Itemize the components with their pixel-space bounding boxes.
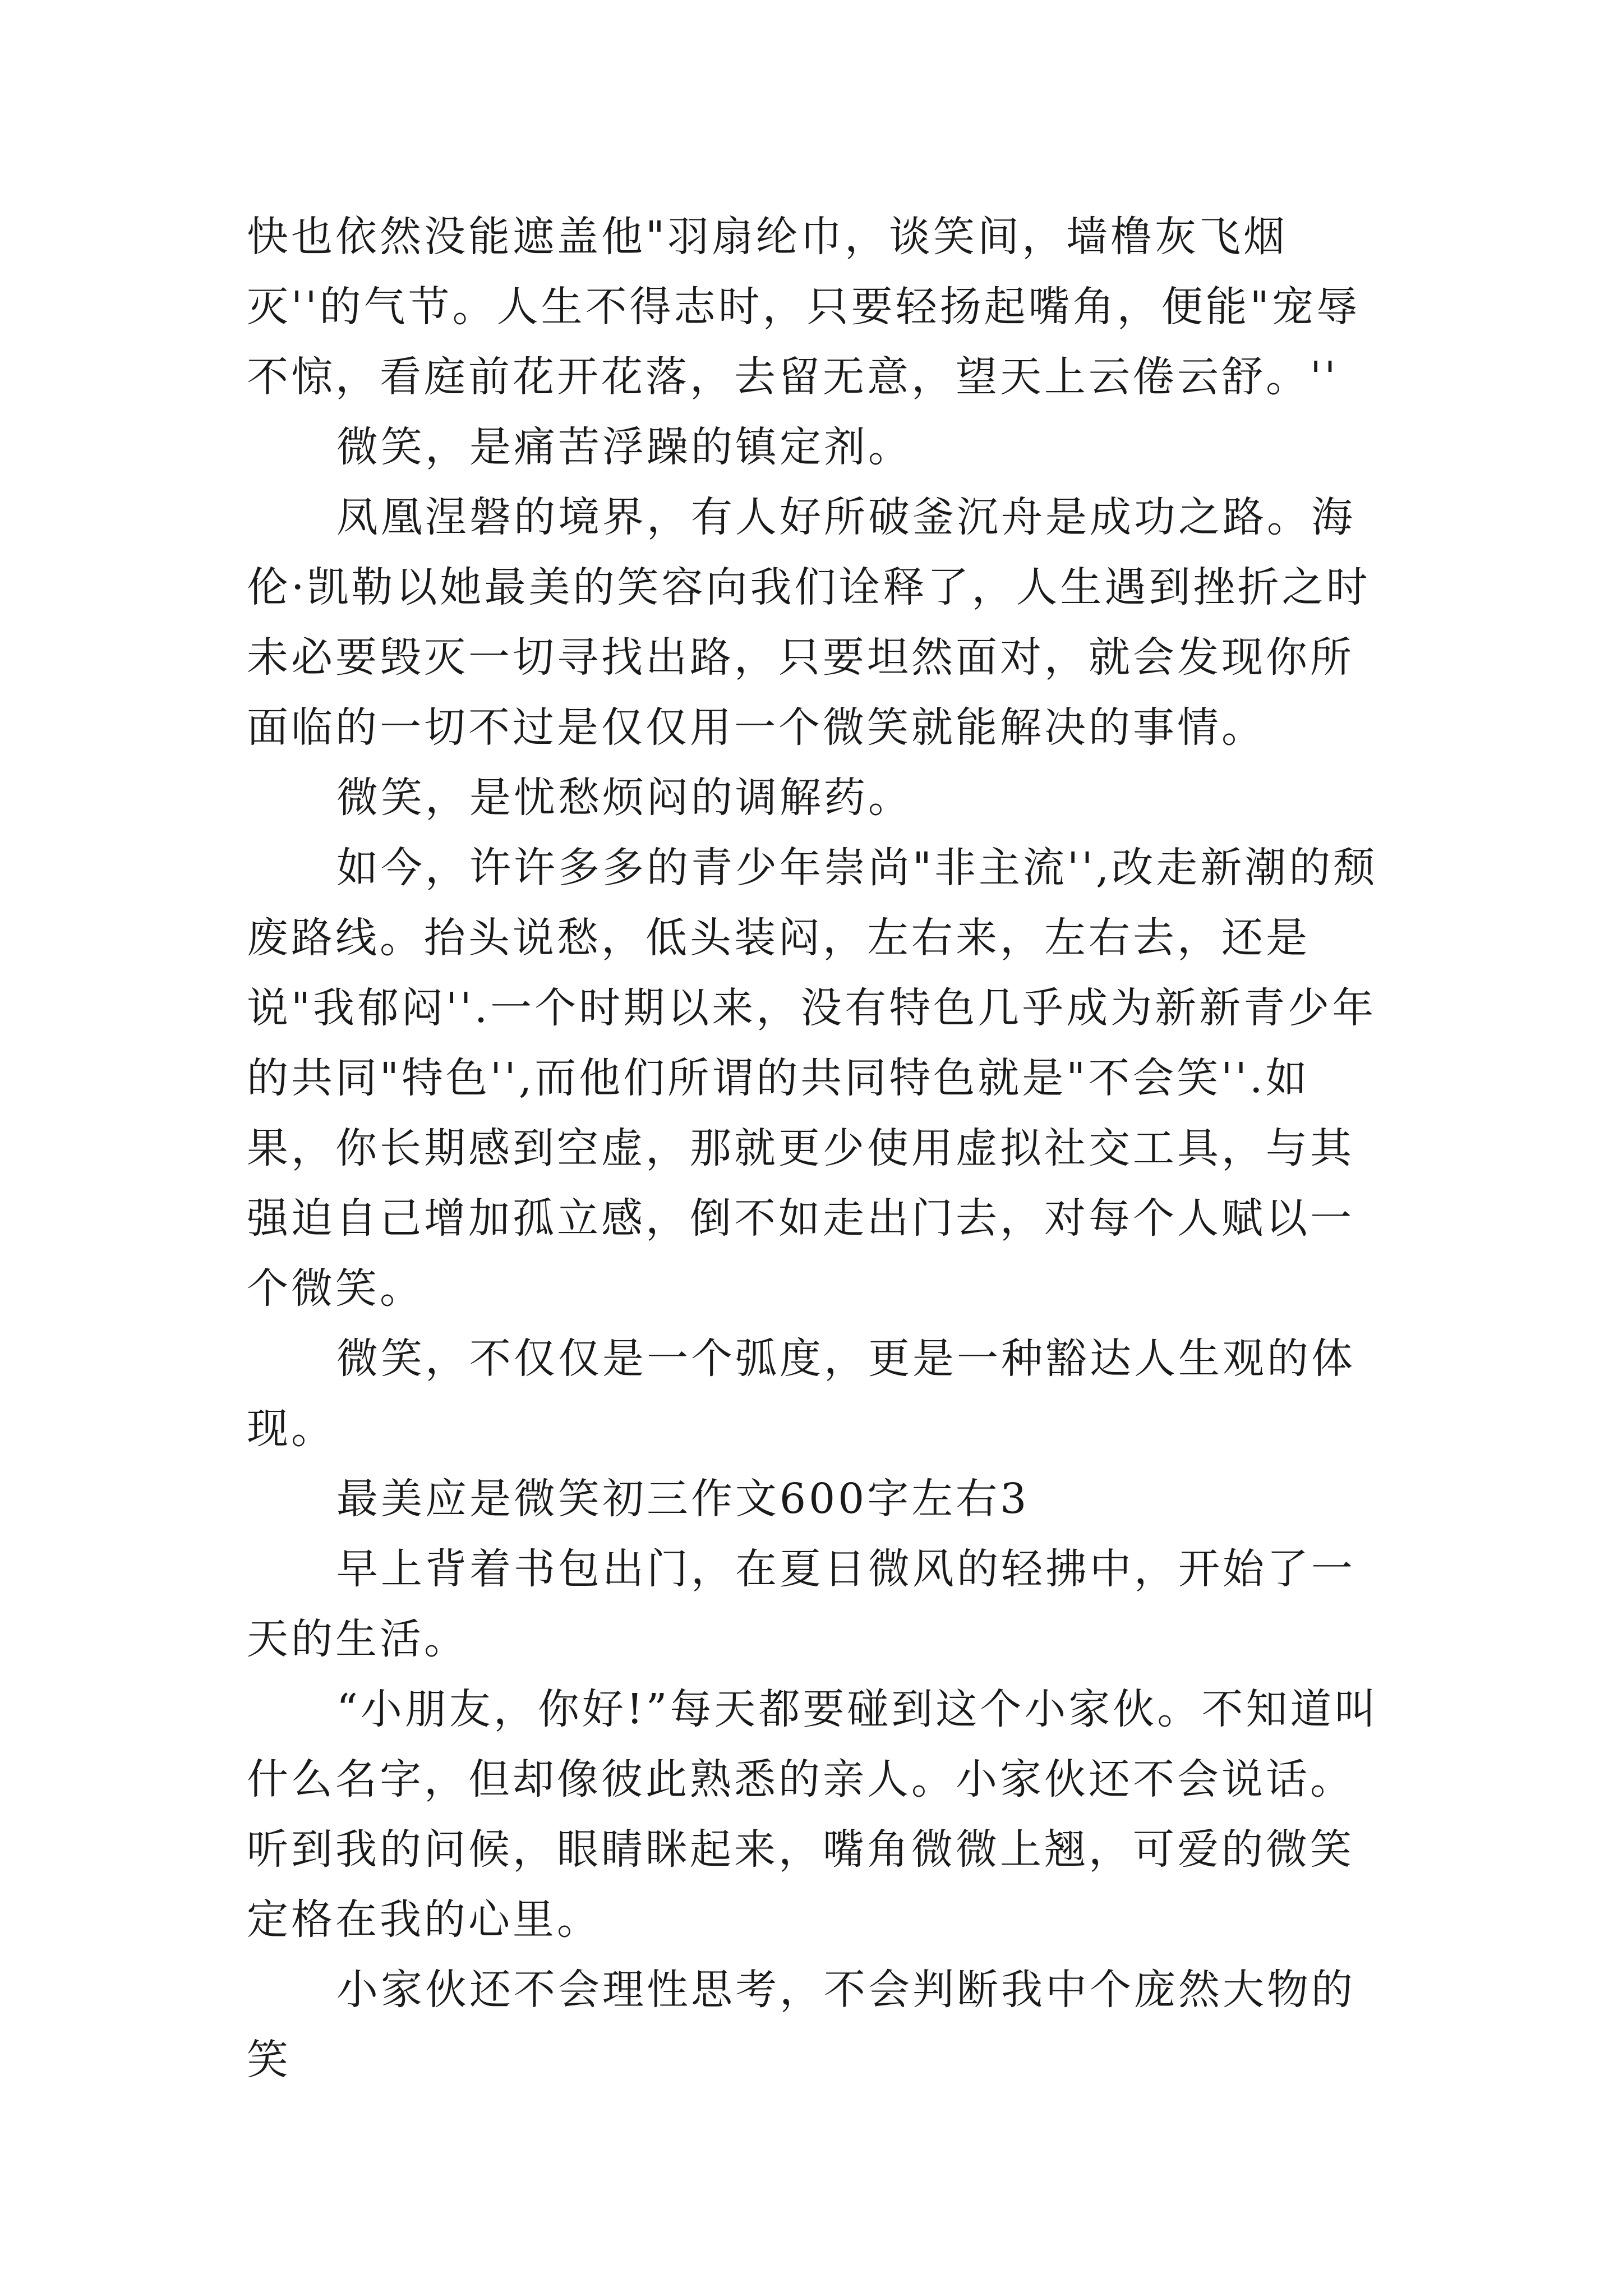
paragraph: 如今，许许多多的青少年崇尚"非主流'',改走新潮的颓废路线。抬头说愁，低头装闷，左右来，左右去，还是说"我郁闷''.一个时期以来，没有特色几乎成为新新青少年的共同"特色'',而他们所谓的共同特色就是"不会笑''.如果，你长期感到空虚，那就更少使用虚拟社交工具，与其强迫自己增加孤立感，倒不如走出门去，对每个人赋以一个微笑。 xyxy=(247,844,1378,1313)
paragraph: 小家伙还不会理性思考，不会判断我中个庞然大物的笑 xyxy=(247,1966,1355,2084)
paragraph: “小朋友，你好!”每天都要碰到这个小家伙。不知道叫什么名字，但却像彼此熟悉的亲人。小家伙还不会说话。听到我的问候，眼睛眯起来，嘴角微微上翘，可爱的微笑定格在我的心里。 xyxy=(247,1685,1379,1944)
section-heading: 最美应是微笑初三作文600字左右3 xyxy=(336,1475,1030,1523)
document-body xyxy=(247,202,1396,2095)
paragraph: 微笑，是忧愁烦闷的调解药。 xyxy=(336,774,912,822)
paragraph: 微笑，是痛苦浮躁的镇定剂。 xyxy=(336,423,912,471)
paragraph: 凤凰涅磐的境界，有人好所破釜沉舟是成功之路。海伦·凯勒以她最美的笑容向我们诠释了，人生遇到挫折之时未必要毁灭一切寻找出路，只要坦然面对，就会发现你所面临的一切不过是仅仅用一个微笑就能解决的事情。 xyxy=(247,493,1371,752)
paragraph: 早上背着书包出门，在夏日微风的轻拂中，开始了一天的生活。 xyxy=(247,1545,1355,1663)
paragraph-continued: 快也依然没能遮盖他"羽扇纶巾，谈笑间，墙橹灰飞烟灭''的气节。人生不得志时，只要轻扬起嘴角，便能"宠辱不惊，看庭前花开花落，去留无意，望天上云倦云舒。'' xyxy=(247,213,1361,401)
paragraph: 微笑，不仅仅是一个弧度，更是一种豁达人生观的体现。 xyxy=(247,1335,1355,1453)
